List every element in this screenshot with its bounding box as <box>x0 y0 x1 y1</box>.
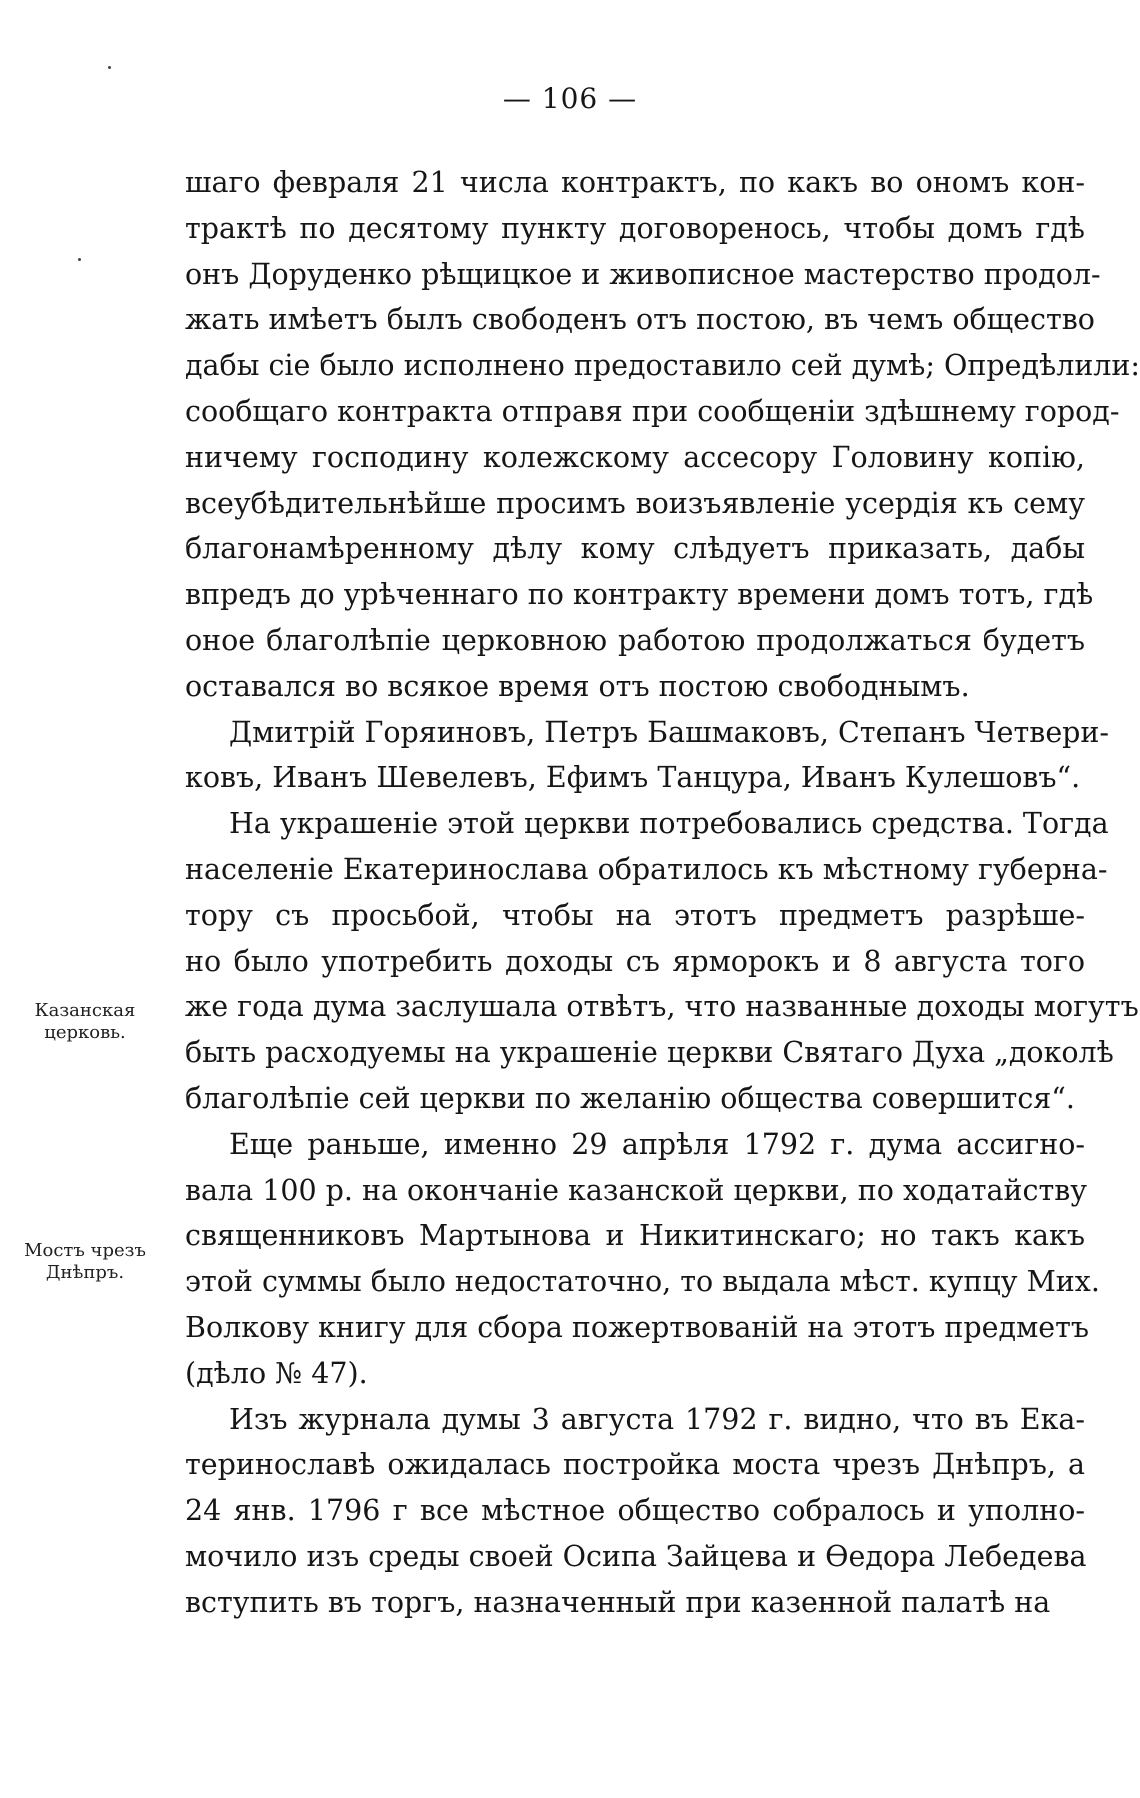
text-line: вала 100 р. на окончаніе казанской церкви, по ходатайству <box>185 1173 1088 1207</box>
text-line: 24 янв. 1796 г все мѣстное общество собралось и уполно- <box>185 1494 1085 1528</box>
text-line: населеніе Екатеринослава обратилось къ мѣстному губерна- <box>185 852 1108 886</box>
text-line: Еще раньше, именно 29 апрѣля 1792 г. дума ассигно- <box>229 1127 1085 1161</box>
text-line: трактѣ по десятому пункту договоренось, чтобы домъ гдѣ <box>185 211 1085 245</box>
text-line: Изъ журнала думы 3 августа 1792 г. видно, что въ Ека- <box>229 1402 1085 1436</box>
text-line: ковъ, Иванъ Шевелевъ, Ефимъ Танцура, Иванъ Кулешовъ“. <box>185 761 1081 795</box>
scan-speck <box>78 258 81 261</box>
text-line: дабы сіе было исполнено предоставило сей думѣ; Опредѣлили: <box>185 349 1140 383</box>
text-line: ничему господину колежскому ассесору Головину копію, <box>185 440 1085 474</box>
text-line: теринославѣ ожидалась постройка моста чрезъ Днѣпръ, а <box>185 1448 1085 1482</box>
paragraph <box>185 160 1140 710</box>
text-line: всеубѣдительнѣйше просимъ воизъявленіе усердія къ сему <box>185 486 1085 520</box>
text-line: оное благолѣпіе церковною работою продолжаться будетъ <box>185 623 1085 657</box>
margin-note-dnieper-bridge <box>10 1240 160 1284</box>
text-line: Дмитрій Горяиновъ, Петръ Башмаковъ, Степанъ Четвери- <box>229 715 1110 749</box>
paragraph <box>185 1122 1100 1397</box>
text-line: вступить въ торгъ, назначенный при казенной палатѣ на <box>185 1585 1051 1619</box>
text-line: быть расходуемы на украшеніе церкви Святаго Духа „доколѣ <box>185 1036 1114 1070</box>
margin-note-line: церковь. <box>44 1022 126 1043</box>
text-line: священниковъ Мартынова и Никитинскаго; но такъ какъ <box>185 1219 1085 1253</box>
body-text <box>185 160 1140 1626</box>
text-line: шаго февраля 21 числа контрактъ, по какъ во ономъ кон- <box>185 166 1085 199</box>
margin-note-kazan-church <box>10 1000 160 1044</box>
text-line: жать имѣетъ былъ свободенъ отъ постою, въ чемъ общество <box>185 303 1095 337</box>
text-line: мочило изъ среды своей Осипа Зайцева и Ѳедора Лебедева <box>185 1539 1087 1573</box>
margin-note-line: Казанская <box>34 1000 136 1021</box>
paragraph <box>185 801 1139 1122</box>
text-line: благонамѣренному дѣлу кому слѣдуетъ приказать, дабы <box>185 532 1085 566</box>
text-line: Волкову книгу для сбора пожертвованій на этотъ предметъ <box>185 1310 1090 1344</box>
margin-note-line: Днѣпръ. <box>45 1262 125 1283</box>
text-line: же года дума заслушала отвѣтъ, что названные доходы могутъ <box>185 990 1139 1024</box>
scan-speck <box>108 66 111 69</box>
text-line: но было употребить доходы съ ярморокъ и 8 августа того <box>185 944 1085 978</box>
text-line: (дѣло № 47). <box>185 1356 368 1390</box>
text-line: благолѣпіе сей церкви по желанію общества совершится“. <box>185 1081 1075 1115</box>
text-line: впредъ до урѣченнаго по контракту времени домъ тотъ, гдѣ <box>185 578 1094 612</box>
page-number: — 106 — <box>502 82 638 115</box>
text-line: На украшеніе этой церкви потребовались средства. Тогда <box>229 807 1109 841</box>
paragraph <box>185 1397 1085 1626</box>
text-line: оставался во всякое время отъ постою свободнымъ. <box>185 669 970 703</box>
text-line: онъ Доруденко рѣщицкое и живописное мастерство продол- <box>185 257 1101 291</box>
paragraph <box>185 710 1110 802</box>
text-line: этой суммы было недостаточно, то выдала мѣст. купцу Мих. <box>185 1265 1100 1299</box>
text-line: сообщаго контракта отправя при сообщеніи здѣшнему город- <box>185 394 1120 428</box>
text-line: тору съ просьбой, чтобы на этотъ предметъ разрѣше- <box>185 898 1085 932</box>
margin-note-line: Мостъ чрезъ <box>24 1240 146 1261</box>
